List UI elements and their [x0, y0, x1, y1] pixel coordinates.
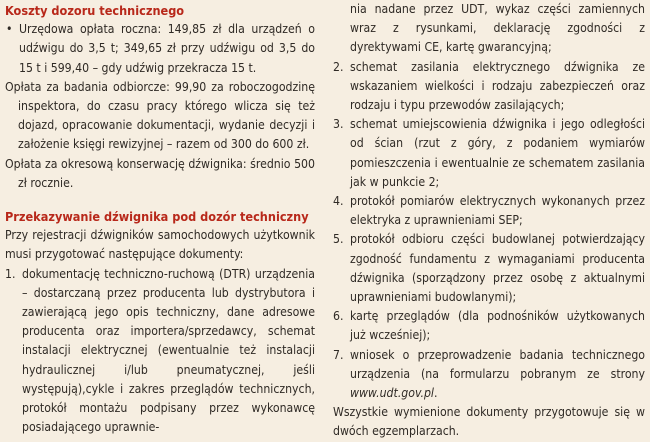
list-item — [333, 307, 645, 345]
list-item — [5, 20, 315, 78]
item3-text: schemat umiejscowienia dźwignika i jego odległości od ścian (rzut z góry, z podaniem wymiarów pomieszczenia i ewentualnie ze schematem zasilania jak w punkcie 2; — [350, 117, 645, 189]
list-item — [333, 346, 645, 404]
list-item — [5, 265, 315, 438]
maintenance-fee-text: Opłata za okresową konserwację dźwignika: średnio 500 zł rocznie. — [5, 156, 315, 190]
item2-text: schemat zasilania elektrycznego dźwignika ze wskazaniem wielkości i rodzaju zabezpieczeń oraz rodzaju i typu przewodów zasilających; — [350, 59, 645, 113]
list-number: 2. — [333, 59, 344, 74]
list-item — [333, 230, 645, 307]
list-number: 7. — [333, 347, 344, 362]
item7-text: wniosek o przeprowadzenie badania technicznego urządzenia (na formularzu pobranym ze strony — [350, 347, 645, 381]
item5-text: protokół odbioru części budowlanej potwierdzający zgodność fundamentu z wymaganiami producenta dźwignika (sporządzony przez osobę z aktualnymi uprawnieniami budowlanymi); — [350, 232, 645, 305]
item1-text: dokumentację techniczno-ruchową (DTR) urządzenia – dostarczaną przez producenta lub dystrybutora i zawierającą jego opis techniczny, dane adresowe producenta oraz importera/sprzedawcy, schemat instalacji elektrycznej (ewentualnie też instalacji hydraulicznej i/lub pneumatycznej, jeśli występują),cykle i zakres przeglądów technicznych, protokół montażu podpisany przez wykonawcę posiadającego uprawnie- — [22, 266, 315, 435]
annual-fee-text: Urzędowa opłata roczna: 149,85 zł dla urządzeń o udźwigu do 3,5 t; 349,65 zł przy udźwigu od 3,5 do 15 t i 599,40 – gdy udźwig przekracza 15 t. — [19, 22, 315, 75]
list-number: 1. — [5, 266, 16, 281]
handover-intro-text: Przy rejestracji dźwigników samochodowych użytkownik musi przygotować następujące dokumenty: — [5, 228, 315, 262]
list-item — [333, 58, 645, 116]
section-heading-costs: Koszty dozoru technicznego — [5, 3, 185, 18]
item4-text: protokół pomiarów elektrycznych wykonanych przez elektryka z uprawnieniami SEP; — [350, 194, 645, 228]
section-heading-handover: Przekazywanie dźwignika pod dozór techniczny — [5, 209, 309, 225]
list-number: 5. — [333, 232, 344, 247]
documents-list-part2 — [333, 58, 645, 404]
list-number: 4. — [333, 194, 344, 209]
item1-continuation: nia nadane przez UDT, wykaz części zamiennych wraz z rysunkami, deklarację zgodności z dyrektywami CE, kartę gwarancyjną; — [350, 2, 645, 55]
list-item — [333, 192, 645, 230]
list-number: 3. — [333, 117, 344, 132]
costs-bullet-list — [5, 20, 315, 78]
closing-text: Wszystkie wymienione dokumenty przygotowuje się w dwóch egzemplarzach. — [333, 405, 645, 439]
udt-website-link[interactable]: www.udt.gov.pl — [350, 386, 434, 401]
item6-text: kartę przeglądów (dla podnośników użytkowanych już wcześniej); — [350, 309, 645, 343]
list-number: 6. — [333, 309, 344, 324]
item7-end: . — [433, 386, 438, 401]
acceptance-fee-text: Opłata za badania odbiorcze: 99,90 za roboczogodzinę inspektora, do czasu pracy którego wlicza się też dojazd, opracowanie dokumentacji, wydanie decyzji i założenie księgi rewizyjnej – razem od 300 do 600 zł. — [5, 79, 315, 152]
right-column — [333, 0, 645, 442]
bullet-icon: • — [6, 22, 13, 37]
left-column — [5, 0, 315, 437]
list-item — [333, 115, 645, 192]
documents-list-part1 — [5, 265, 315, 438]
